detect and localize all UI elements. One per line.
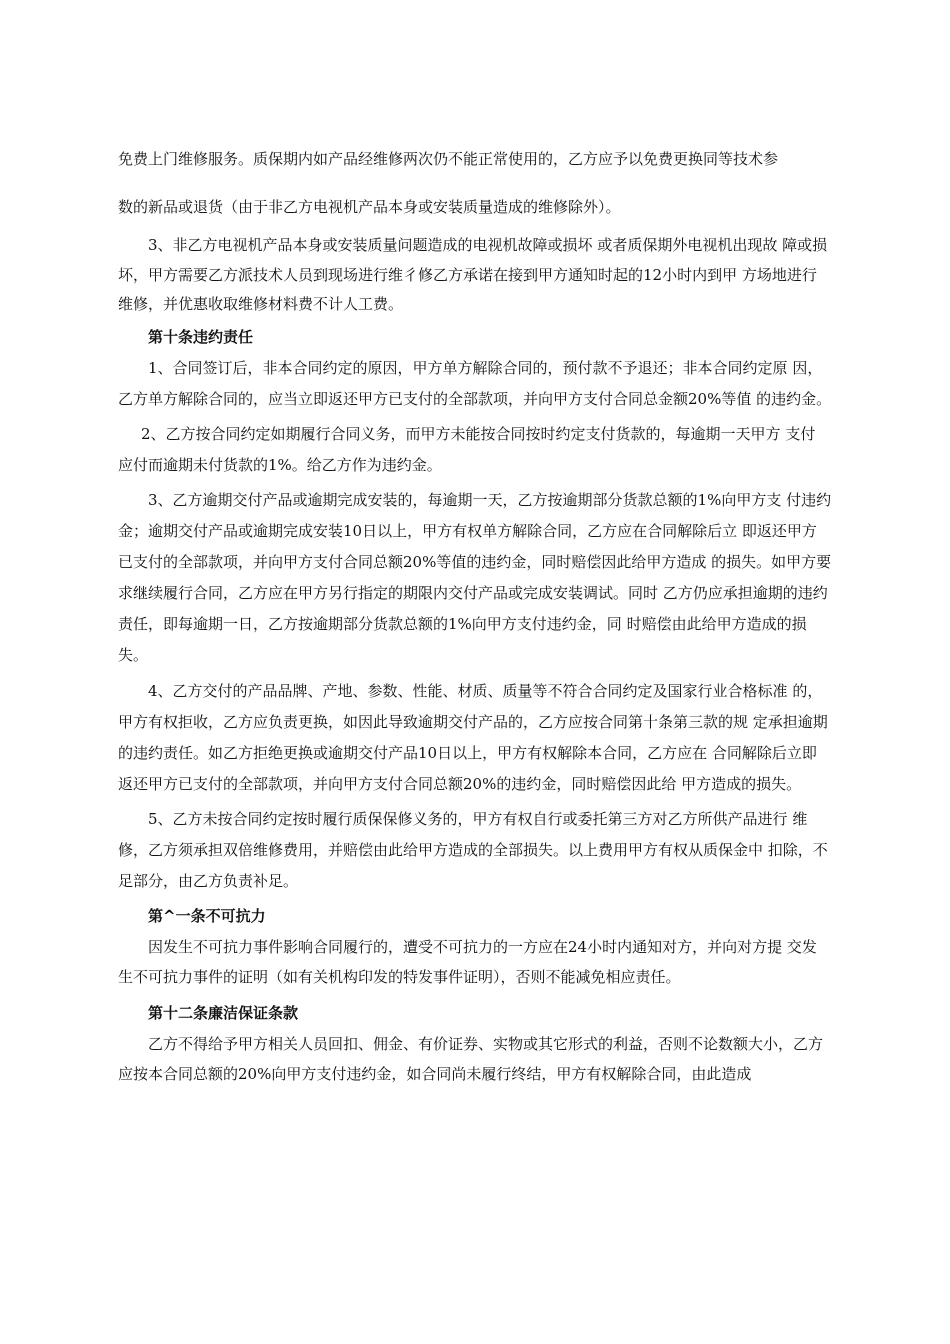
body-line: 免费上门维修服务。质保期内如产品经维修两次仍不能正常使用的，乙方应予以免费更换同等技术参	[118, 150, 779, 168]
body-line: 2、乙方按合同约定如期履行合同义务，而甲方未能按合同按时约定支付货款的，每逾期一天甲方 支付	[141, 425, 816, 443]
body-line: 的违约责任。如乙方拒绝更换或逾期交付产品10日以上，甲方有权解除本合同，乙方应在 合同解除后立即	[118, 744, 817, 762]
body-line: 4、乙方交付的产品品牌、产地、参数、性能、材质、质量等不符合合同约定及国家行业合格标准 的，	[148, 682, 823, 700]
body-line: 甲方有权拒收，乙方应负责更换，如因此导致逾期交付产品的，乙方应按合同第十条第三款的规 定承担逾期	[118, 713, 828, 731]
body-line: 足部分，由乙方负责补足。	[118, 872, 299, 890]
body-line: 维修，并优惠收取维修材料费不计人工费。	[118, 295, 404, 313]
body-line: 求继续履行合同，乙方应在甲方另行指定的期限内交付产品或完成安装调试。同时 乙方仍应承担逾期的违约	[118, 584, 828, 602]
body-line: 5、乙方未按合同约定按时履行质保保修义务的，甲方有权自行或委托第三方对乙方所供产品进行 维	[148, 810, 808, 828]
body-line: 3、乙方逾期交付产品或逾期完成安装的，每逾期一天，乙方按逾期部分货款总额的1%向甲方支 付违约	[148, 491, 832, 509]
body-line: 1、合同签订后，非本合同约定的原因，甲方单方解除合同的，预付款不予退还；非本合同约定原 因，	[148, 359, 823, 377]
body-line: 金；逾期交付产品或逾期完成安装10日以上，甲方有权单方解除合同，乙方应在合同解除后立 即返还甲方	[118, 522, 817, 540]
body-line: 责任，即每逾期一日，乙方按逾期部分货款总额的1%向甲方支付违约金，同 时赔偿由此给甲方造成的损	[118, 615, 807, 633]
body-line: 修，乙方须承担双倍维修费用，并赔偿由此给甲方造成的全部损失。以上费用甲方有权从质保金中 扣除，不	[118, 841, 828, 859]
section-heading: 第十条违约责任	[148, 328, 254, 346]
body-line: 已支付的全部款项，并向甲方支付合同总额20%等值的违约金，同时赔偿因此给甲方造成 的损失。如甲方要	[118, 553, 832, 571]
body-line: 应按本合同总额的20%向甲方支付违约金，如合同尚未履行终结，甲方有权解除合同，由此造成	[118, 1065, 752, 1083]
body-line: 因发生不可抗力事件影响合同履行的，遭受不可抗力的一方应在24小时内通知对方，并向对方提 交发	[148, 938, 817, 956]
body-line: 返还甲方已支付的全部款项，并向甲方支付合同总额20%的违约金，同时赔偿因此给 甲方造成的损失。	[118, 775, 802, 793]
body-line: 乙方不得给予甲方相关人员回扣、佣金、有价证券、实物或其它形式的利益，否则不论数额大小，乙方	[148, 1035, 824, 1053]
body-line: 数的新品或退货（由于非乙方电视机产品本身或安装质量造成的维修除外）。	[118, 198, 621, 216]
body-line: 应付而逾期未付货款的1%。给乙方作为违约金。	[118, 456, 442, 474]
section-heading: 第十二条廉洁保证条款	[148, 1004, 299, 1022]
body-line: 乙方单方解除合同的，应当立即返还甲方已支付的全部款项，并向甲方支付合同总金额20%等值 的违约金。	[118, 390, 832, 408]
body-line: 坏，甲方需要乙方派技术人员到现场进行维彳修乙方承诺在接到甲方通知时起的12小时内到甲 方场地进行	[118, 266, 817, 284]
body-line: 失。	[118, 646, 149, 664]
body-line: 生不可抗力事件的证明（如有关机构印发的特发事件证明），否则不能减免相应责任。	[118, 968, 681, 986]
body-line: 3、非乙方电视机产品本身或安装质量问题造成的电视机故障或损坏 或者质保期外电视机出现故 障或损	[148, 236, 828, 254]
section-heading: 第^一条不可抗力	[148, 907, 266, 925]
